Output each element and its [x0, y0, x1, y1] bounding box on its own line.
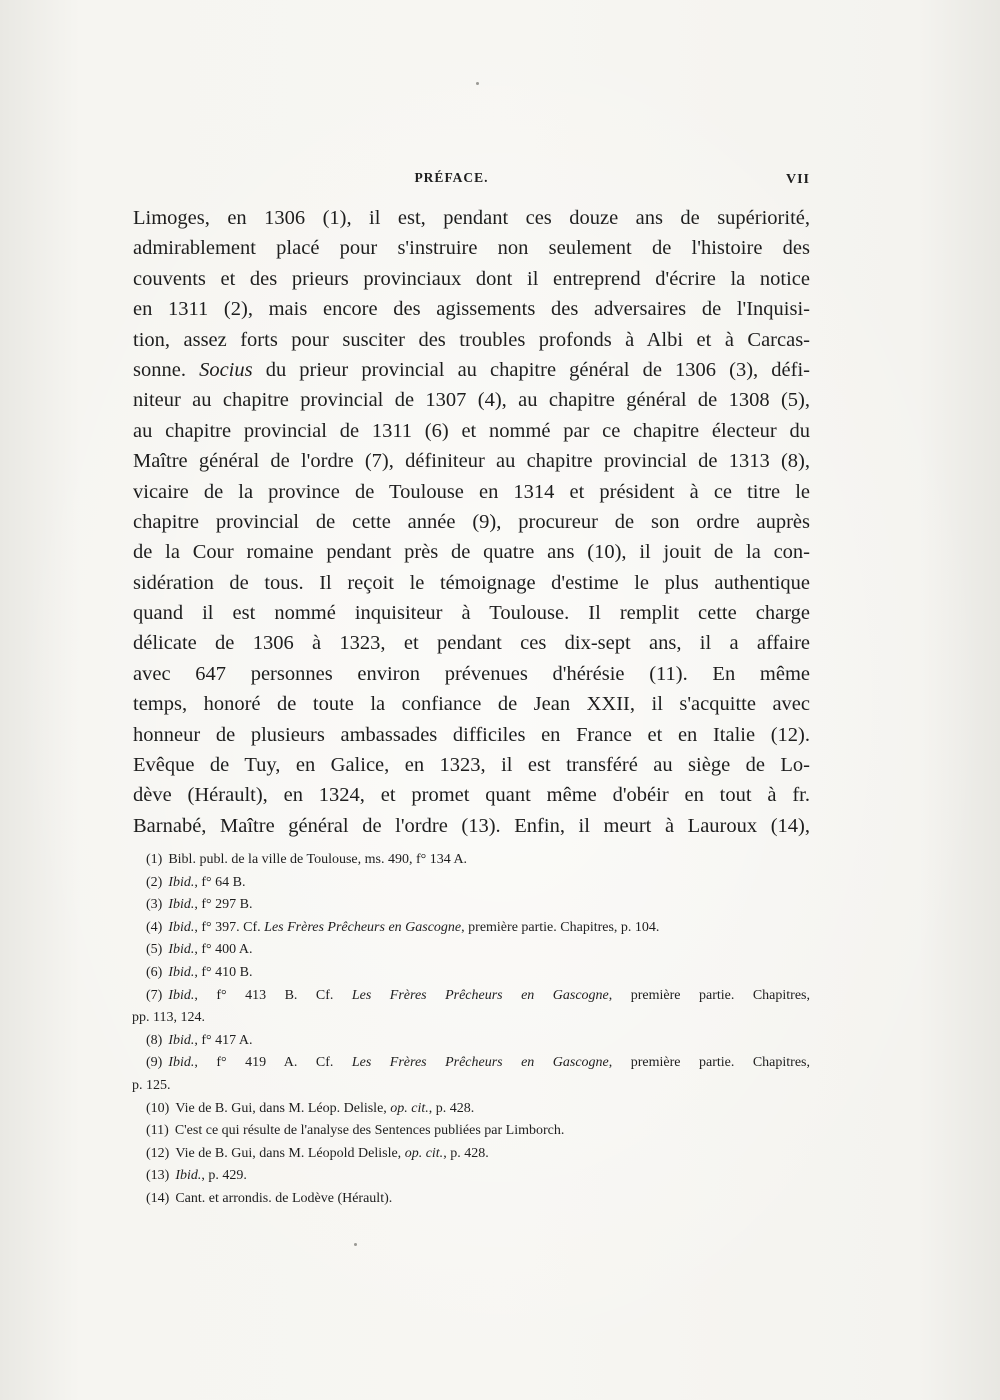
- body-text: [133, 203, 810, 841]
- footnote-ibid: Ibid.: [168, 919, 195, 935]
- body-line: admirablement placé pour s'instruire non seulement de l'histoire des: [133, 237, 810, 260]
- footnote-op-cit: op. cit.: [390, 1100, 429, 1116]
- footnote-number: (2): [146, 874, 163, 890]
- footnote-5: [146, 939, 810, 962]
- footnote-4: [146, 917, 810, 940]
- body-line: Evêque de Tuy, en Galice, en 1323, il est transféré au siège de Lo-: [133, 754, 810, 777]
- footnote-text: , première partie. Chapitres,: [608, 987, 810, 1003]
- footnote-10: [146, 1098, 810, 1121]
- body-line: de la Cour romaine pendant près de quatre ans (10), il jouit de la con-: [133, 541, 810, 564]
- body-line: vicaire de la province de Toulouse en 1314 et président à ce titre le: [133, 480, 810, 503]
- footnote-ibid: Ibid.: [168, 1032, 195, 1048]
- footnote-number: (1): [146, 852, 163, 867]
- body-line: sonne. Socius du prieur provincial au chapitre général de 1306 (3), défi-: [133, 358, 810, 381]
- body-line: quand il est nommé inquisiteur à Toulouse. Il remplit cette charge: [133, 602, 810, 625]
- footnotes: [132, 849, 810, 1211]
- body-line: au chapitre provincial de 1311 (6) et nommé par ce chapitre électeur du: [133, 419, 810, 442]
- footnote-text: Vie de B. Gui, dans M. Léop. Delisle,: [175, 1100, 391, 1116]
- footnote-text: , première partie. Chapitres, p. 104.: [461, 919, 660, 935]
- footnote-text: C'est ce qui résulte de l'analyse des Sentences publiées par Limborch.: [174, 1123, 565, 1139]
- footnote-text: , p. 429.: [201, 1168, 247, 1184]
- footnote-text: Cant. et arrondis. de Lodève (Hérault).: [175, 1190, 393, 1206]
- footnote-number: (9): [146, 1055, 163, 1071]
- footnote-2: [146, 872, 810, 895]
- footnote-ibid: Ibid.: [168, 874, 195, 890]
- body-line: Maître général de l'ordre (7), définiteur au chapitre provincial de 1313 (8),: [133, 450, 810, 473]
- body-line: dève (Hérault), en 1324, et promet quant même d'obéir en tout à fr.: [133, 784, 810, 807]
- footnote-number: (8): [146, 1032, 163, 1048]
- paper-speck: [354, 1243, 357, 1246]
- footnote-op-cit: op. cit.: [404, 1145, 444, 1161]
- footnote-text: , f° 297 B.: [194, 897, 253, 913]
- body-line: chapitre provincial de cette année (9), procureur de son ordre auprès: [133, 510, 810, 533]
- footnote-text: , f° 64 B.: [194, 874, 246, 890]
- footnote-number: (4): [146, 919, 163, 935]
- footnote-text: , p. 428.: [443, 1145, 489, 1161]
- footnote-text: pp. 113, 124.: [132, 1010, 205, 1026]
- italic-term: Socius: [199, 358, 253, 381]
- footnote-7-continuation: [132, 1007, 810, 1030]
- footnote-number: (3): [146, 897, 163, 913]
- body-line: en 1311 (2), mais encore des agissements des adversaires de l'Inquisi-: [133, 298, 810, 321]
- footnote-3: [146, 894, 810, 917]
- running-head: PRÉFACE.: [414, 170, 489, 185]
- footnote-ibid: Ibid.: [175, 1168, 202, 1184]
- footnote-text: , f° 410 B.: [194, 964, 253, 980]
- footnote-ibid: Ibid.: [168, 1055, 195, 1071]
- footnote-ibid: Ibid.: [168, 897, 195, 913]
- body-line: tion, assez forts pour susciter des troubles profonds à Albi et à Carcas-: [133, 328, 810, 351]
- body-line: délicate de 1306 à 1323, et pendant ces dix-sept ans, il a affaire: [133, 632, 810, 655]
- page-header: [133, 170, 810, 194]
- footnote-text: , f° 400 A.: [194, 942, 253, 958]
- body-line: temps, honoré de toute la confiance de Jean XXII, il s'acquitte avec: [133, 693, 810, 716]
- footnote-text: , f° 417 A.: [194, 1032, 253, 1048]
- footnote-8: [146, 1030, 810, 1053]
- footnote-9: [146, 1052, 810, 1075]
- footnote-14: [146, 1188, 810, 1211]
- footnote-number: (10): [146, 1100, 170, 1116]
- footnote-number: (7): [146, 987, 163, 1003]
- footnote-1: [146, 849, 810, 872]
- footnote-text: Vie de B. Gui, dans M. Léopold Delisle,: [175, 1145, 405, 1161]
- footnote-text: Bibl. publ. de la ville de Toulouse, ms. 490, f° 134 A.: [168, 852, 468, 867]
- body-line: avec 647 personnes environ prévenues d'hérésie (11). En même: [133, 662, 810, 685]
- body-line: sidération de tous. Il reçoit le témoignage d'estime le plus authentique: [133, 571, 810, 594]
- footnote-13: [146, 1165, 810, 1188]
- footnote-number: (5): [146, 942, 163, 958]
- body-line: couvents et des prieurs provinciaux dont il entreprend d'écrire la notice: [133, 267, 810, 290]
- body-line: honneur de plusieurs ambassades difficiles en France et en Italie (12).: [133, 723, 810, 746]
- footnote-number: (14): [146, 1190, 170, 1206]
- footnote-ibid: Ibid.: [168, 987, 195, 1003]
- footnote-6: [146, 962, 810, 985]
- footnote-text: , f° 413 B. Cf.: [194, 987, 352, 1003]
- body-line: Limoges, en 1306 (1), il est, pendant ces douze ans de supériorité,: [133, 207, 810, 229]
- footnote-12: [146, 1143, 810, 1166]
- page-number: VII: [785, 172, 810, 187]
- footnote-text: p. 125.: [132, 1077, 171, 1093]
- body-line: Barnabé, Maître général de l'ordre (13). Enfin, il meurt à Lauroux (14),: [133, 814, 810, 837]
- footnote-text: , p. 428.: [428, 1100, 475, 1116]
- footnote-number: (13): [146, 1168, 170, 1184]
- paper-speck: [476, 82, 479, 85]
- footnote-book-title: Les Frères Prêcheurs en Gascogne: [351, 1055, 609, 1071]
- footnote-9-continuation: [132, 1075, 810, 1098]
- footnote-number: (12): [146, 1145, 170, 1161]
- footnote-ibid: Ibid.: [168, 964, 195, 980]
- footnote-text: , f° 397. Cf.: [194, 919, 265, 935]
- footnote-text: , première partie. Chapitres,: [608, 1055, 810, 1071]
- footnote-number: (6): [146, 964, 163, 980]
- footnote-book-title: Les Frères Prêcheurs en Gascogne: [264, 919, 462, 935]
- footnote-11: [146, 1120, 810, 1143]
- footnote-ibid: Ibid.: [168, 942, 195, 958]
- footnote-7: [146, 985, 810, 1008]
- footnote-book-title: Les Frères Prêcheurs en Gascogne: [351, 987, 609, 1003]
- footnote-text: , f° 419 A. Cf.: [194, 1055, 352, 1071]
- footnote-number: (11): [146, 1123, 169, 1139]
- body-line: niteur au chapitre provincial de 1307 (4), au chapitre général de 1308 (5),: [133, 389, 810, 412]
